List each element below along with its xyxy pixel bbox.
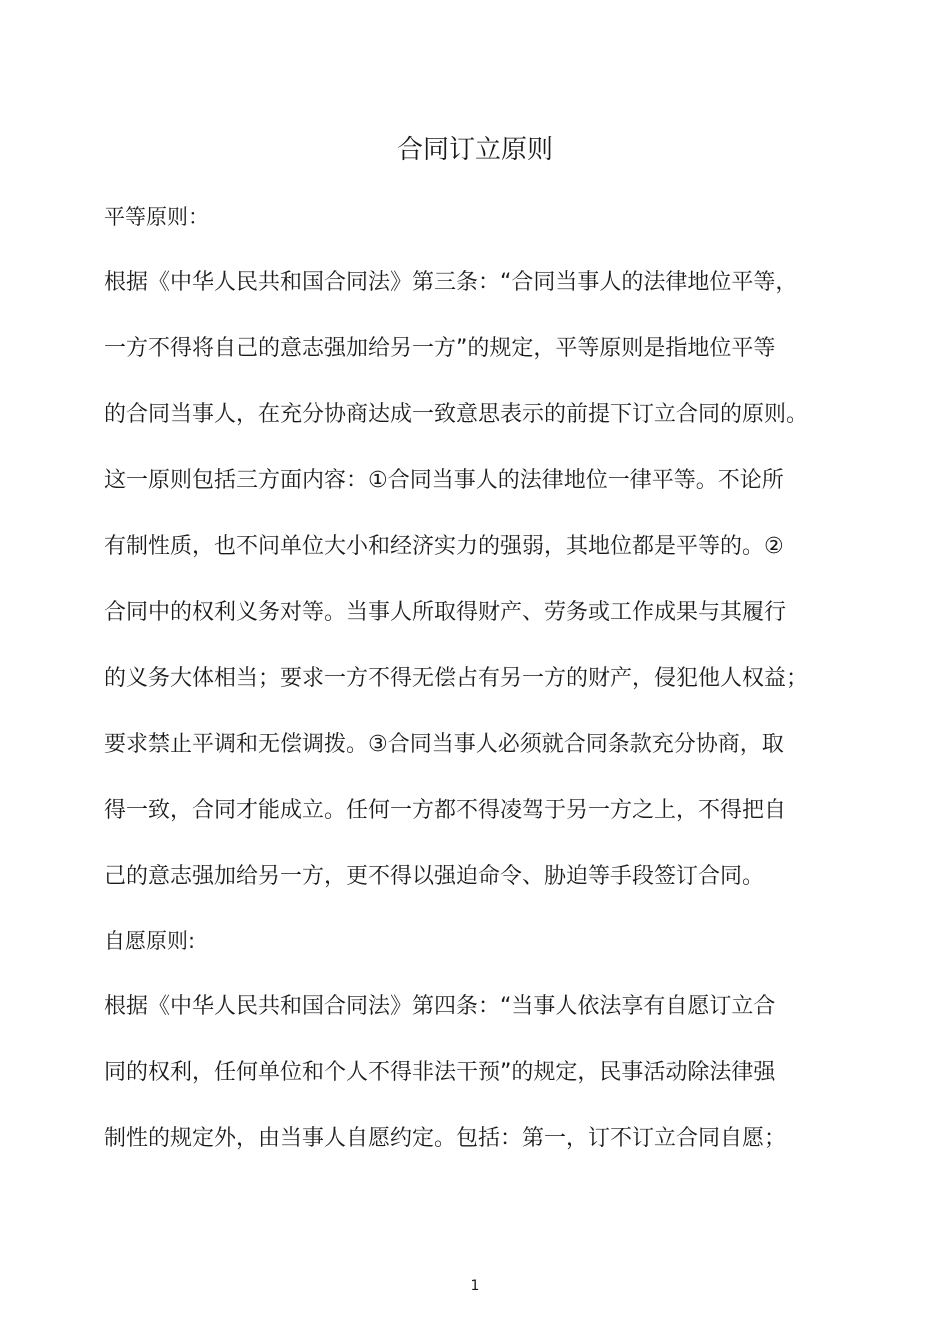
paragraph-line: 根据《中华人民共和国合同法》第四条：“当事人依法享有自愿订立合 xyxy=(104,994,776,1019)
paragraph-line: 己的意志强加给另一方，更不得以强迫命令、胁迫等手段签订合同。 xyxy=(104,864,765,889)
paragraph-line: 根据《中华人民共和国合同法》第三条：“合同当事人的法律地位平等， xyxy=(104,270,798,295)
paragraph-line: 合同中的权利义务对等。当事人所取得财产、劳务或工作成果与其履行 xyxy=(104,600,787,625)
paragraph-line: 要求禁止平调和无偿调拨。③合同当事人必须就合同条款充分协商，取 xyxy=(104,732,784,757)
document-title: 合同订立原则 xyxy=(396,135,553,165)
page-number: 1 xyxy=(470,1278,480,1294)
paragraph-line: 这一原则包括三方面内容：①合同当事人的法律地位一律平等。不论所 xyxy=(104,468,784,493)
paragraph-line: 一方不得将自己的意志强加给另一方”的规定，平等原则是指地位平等 xyxy=(104,336,776,361)
paragraph-line: 的义务大体相当；要求一方不得无偿占有另一方的财产，侵犯他人权益； xyxy=(104,666,809,691)
paragraph-line: 得一致，合同才能成立。任何一方都不得凌驾于另一方之上，不得把自 xyxy=(104,798,787,823)
section-heading-equality: 平等原则： xyxy=(104,205,209,229)
paragraph-line: 有制性质，也不问单位大小和经济实力的强弱，其地位都是平等的。② xyxy=(104,534,784,559)
paragraph-line: 同的权利，任何单位和个人不得非法干预”的规定，民事活动除法律强 xyxy=(104,1060,776,1085)
paragraph-line: 的合同当事人，在充分协商达成一致意思表示的前提下订立合同的原则。 xyxy=(104,402,809,427)
section-heading-voluntary: 自愿原则: xyxy=(104,929,196,953)
paragraph-line: 制性的规定外，由当事人自愿约定。包括：第一，订不订立合同自愿； xyxy=(104,1126,787,1151)
